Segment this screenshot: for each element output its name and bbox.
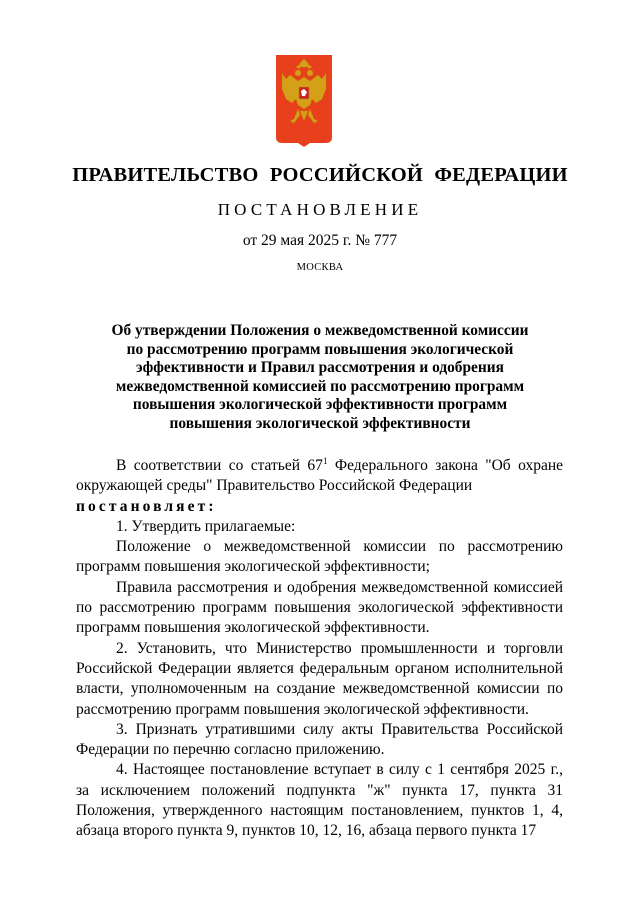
intro-paragraph (76, 456, 563, 497)
title-line: повышения экологической эффективности (169, 414, 471, 432)
intro-text-a: В соответствии со статьей 67 (116, 457, 323, 474)
paragraph-1: 1. Утвердить прилагаемые: (116, 517, 296, 535)
paragraph-3: 3. Признать утратившими силу акты Правительства Российской Федерации по перечню согласно приложению. (76, 720, 563, 759)
paragraph-1b: Правила рассмотрения и одобрения межведомственной комиссией по рассмотрению программ повышения экологической эффективности программ повышения экологической эффективности. (76, 578, 563, 637)
intro-text-b: Федерального закона "Об охране окружающей среды" Правительство Российской Федерации (76, 457, 563, 495)
government-name: ПРАВИТЕЛЬСТВО РОССИЙСКОЙ ФЕДЕРАЦИИ (72, 164, 568, 186)
date-number-line: от 29 мая 2025 г. № 777 (242, 232, 398, 249)
document-type: ПОСТАНОВЛЕНИЕ (217, 200, 423, 219)
footnote-ref: 1 (322, 456, 328, 466)
document-body (76, 456, 563, 842)
paragraph-4: 4. Настоящее постановление вступает в силу с 1 сентября 2025 г., за исключением положений подпункта "ж" пункта 17, пункта 31 Положения, утвержденного настоящим постановлением, пунктов 1, 4, абзаца второго пункта 9, пунктов 10, 12, 16, абзаца первого пункта 17 (76, 761, 563, 840)
title-line: Об утверждении Положения о межведомственной комиссии (111, 322, 529, 339)
title-line: по рассмотрению программ повышения экологической (126, 340, 514, 358)
decrees-word: постановляет: (76, 497, 217, 515)
paragraph-2: 2. Установить, что Министерство промышленности и торговли Российской Федерации является федеральным органом исполнительной власти, уполномоченным на создание межведомственной комиссии по рассмотрению программ повышения экологической эффективности. (76, 639, 563, 718)
title-line: эффективности и Правил рассмотрения и одобрения (136, 359, 504, 377)
paragraph-1a: Положение о межведомственной комиссии по рассмотрению программ повышения экологической эффективности; (76, 538, 563, 576)
document-title (0, 322, 640, 434)
decrees-word-line (76, 497, 563, 517)
title-line: повышения экологической эффективности программ (132, 396, 508, 414)
coat-of-arms-emblem (276, 55, 332, 147)
city-name: МОСКВА (296, 262, 344, 273)
title-line: межведомственной комиссией по рассмотрению программ (115, 377, 525, 395)
